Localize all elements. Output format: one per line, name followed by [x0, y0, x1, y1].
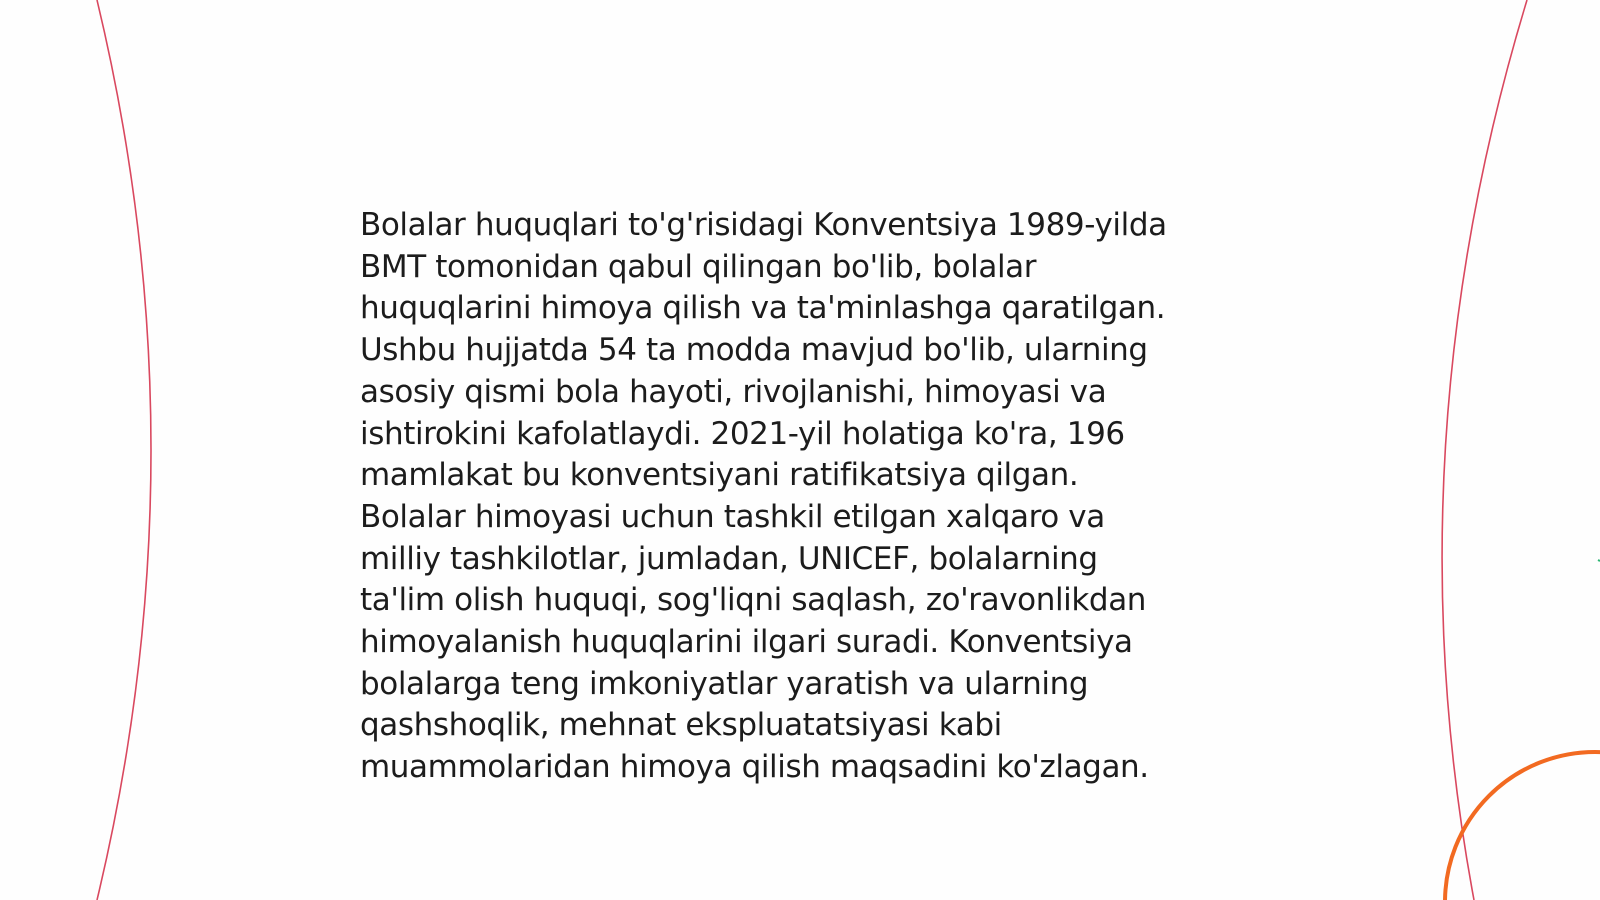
left-curve-line	[97, 0, 151, 900]
body-paragraph: Bolalar huquqlari to'g'risidagi Konventsiya 1989-yilda BMT tomonidan qabul qilingan bo'lib, bolalar huquqlarini himoya qilish va ta'minlashga qaratilgan. Ushbu hujjatda 54 ta modda mavjud bo'lib, ularning asosiy qismi bola hayoti, rivojlanishi, himoyasi va ishtirokini kafolatlaydi. 2021-yil holatiga ko'ra, 196 mamlakat bu konventsiyani ratifikatsiya qilgan. Bolalar himoyasi uchun tashkil etilgan xalqaro va milliy tashkilotlar, jumladan, UNICEF, bolalarning ta'lim olish huquqi, sog'liqni saqlash, zo'ravonlikdan himoyalanish huquqlarini ilgari suradi. Konventsiya bolalarga teng imkoniyatlar yaratish va ularning qashshoqlik, mehnat ekspluatatsiyasi kabi muammolaridan himoya qilish maqsadini ko'zlagan.	[360, 207, 1167, 786]
right-curve-line	[1442, 0, 1527, 900]
orange-arc	[1445, 752, 1600, 900]
